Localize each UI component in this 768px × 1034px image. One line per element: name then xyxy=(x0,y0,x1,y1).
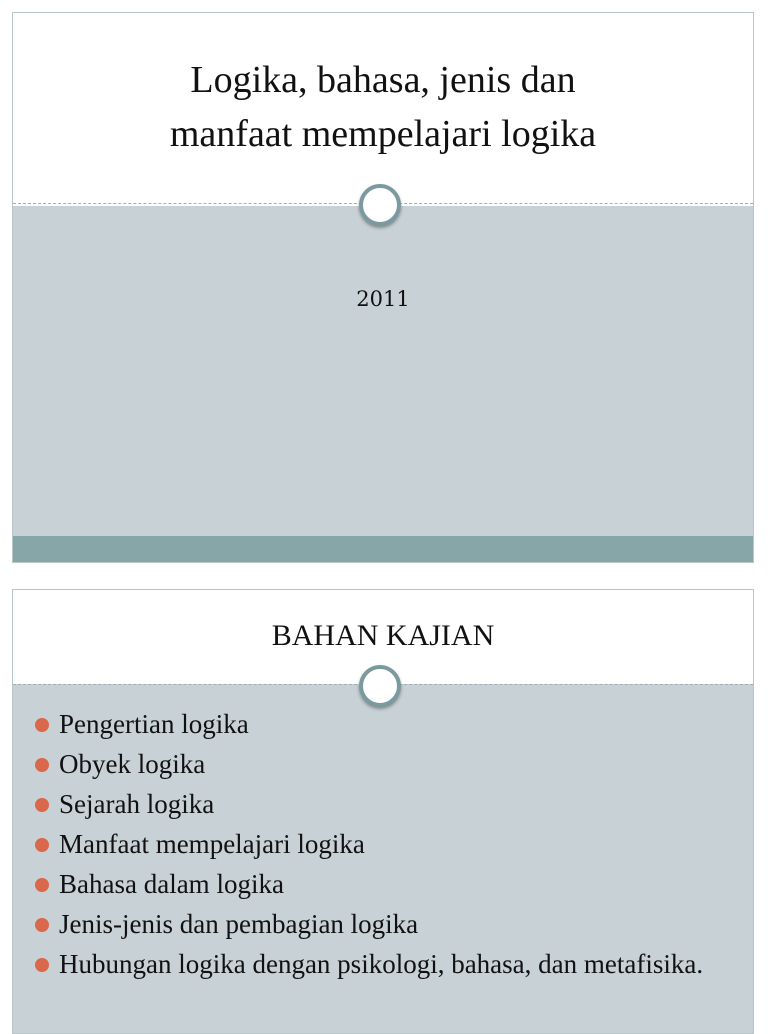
bullet-dot-icon xyxy=(35,798,49,812)
bullet-item xyxy=(33,868,733,901)
bullet-text: Hubungan logika dengan psikologi, bahasa, dan metafisika. xyxy=(59,949,704,979)
slide-subtitle: 2011 xyxy=(356,287,410,311)
circle-ornament-icon xyxy=(359,665,401,707)
bullet-dot-icon xyxy=(35,918,49,932)
slide-heading: BAHAN KAJIAN xyxy=(271,619,495,652)
title-line-2: manfaat mempelajari logika xyxy=(169,113,597,155)
bullet-item xyxy=(33,788,733,821)
bullet-item xyxy=(33,748,733,781)
circle-ornament-icon xyxy=(359,184,401,226)
bullet-text: Jenis-jenis dan pembagian logika xyxy=(59,909,419,939)
slide-title-text xyxy=(13,53,753,161)
bullet-text: Pengertian logika xyxy=(59,709,249,739)
accent-bar xyxy=(13,536,753,562)
title-area xyxy=(13,13,753,206)
bullet-dot-icon xyxy=(35,878,49,892)
bullet-dot-icon xyxy=(35,718,49,732)
bullet-text: Bahasa dalam logika xyxy=(59,869,284,899)
bullet-text: Sejarah logika xyxy=(59,789,215,819)
bullet-item xyxy=(33,948,733,981)
bullet-item xyxy=(33,828,733,861)
bullet-item xyxy=(33,908,733,941)
bullet-text: Manfaat mempelajari logika xyxy=(59,829,365,859)
slide-bahan-kajian xyxy=(12,589,754,1034)
slide-title xyxy=(12,12,754,563)
bullet-text: Obyek logika xyxy=(59,749,206,779)
bullet-dot-icon xyxy=(35,758,49,772)
bullet-list xyxy=(33,708,733,988)
bullet-dot-icon xyxy=(35,958,49,972)
bullet-dot-icon xyxy=(35,838,49,852)
title-line-1: Logika, bahasa, jenis dan xyxy=(190,59,576,101)
bullet-item xyxy=(33,708,733,741)
